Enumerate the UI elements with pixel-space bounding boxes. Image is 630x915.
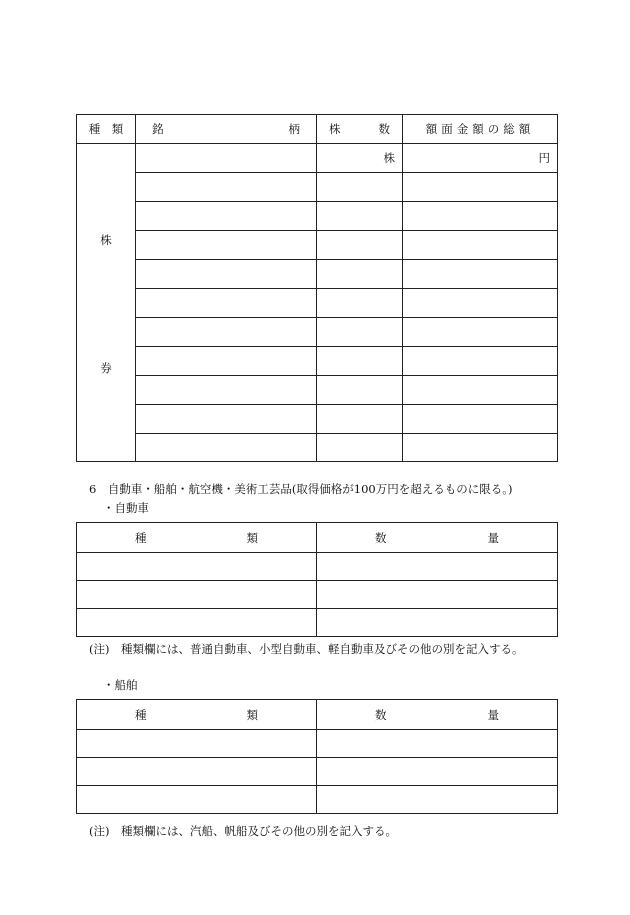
name-cell — [136, 144, 317, 173]
section6-heading: 6 自動車・船舶・航空機・美術工芸品(取得価格が100万円を超えるものに限る。) — [89, 482, 513, 496]
yen-unit-cell: 円 — [403, 144, 558, 173]
type-cell — [77, 144, 136, 462]
col-face-value-header: 額面金額の総額 — [403, 115, 558, 144]
table-row — [77, 173, 558, 202]
ship-header-row — [77, 700, 558, 730]
securities-table — [76, 114, 558, 462]
table-row — [77, 202, 558, 231]
table-row — [77, 434, 558, 462]
table-row — [77, 786, 558, 814]
ship-col-type-header: 種 類 — [77, 700, 317, 730]
table-row — [77, 730, 558, 758]
ship-table — [76, 699, 558, 814]
type-label-top: 株 — [100, 233, 112, 247]
table-row — [77, 231, 558, 260]
ship-note: (注) 種類欄には、汽船、帆船及びその他の別を記入する。 — [89, 824, 397, 838]
type-label-bottom: 券 — [100, 361, 112, 375]
securities-header-row — [77, 115, 558, 144]
car-header-row — [77, 523, 558, 553]
col-name-header: 銘 柄 — [136, 115, 317, 144]
table-row — [77, 609, 558, 637]
table-row — [77, 376, 558, 405]
ship-col-qty-header: 数 量 — [317, 700, 558, 730]
car-table — [76, 522, 558, 637]
car-col-type-header: 種 類 — [77, 523, 317, 553]
car-label: ・自動車 — [103, 501, 149, 515]
table-row — [77, 144, 558, 173]
table-row — [77, 260, 558, 289]
table-row — [77, 758, 558, 786]
ship-label: ・船舶 — [103, 678, 138, 692]
table-row — [77, 405, 558, 434]
car-col-qty-header: 数 量 — [317, 523, 558, 553]
table-row — [77, 553, 558, 581]
table-row — [77, 581, 558, 609]
table-row — [77, 318, 558, 347]
table-row — [77, 347, 558, 376]
col-shares-header: 株 数 — [317, 115, 403, 144]
car-note: (注) 種類欄には、普通自動車、小型自動車、軽自動車及びその他の別を記入する。 — [89, 642, 524, 656]
table-row — [77, 289, 558, 318]
shares-unit-cell: 株 — [317, 144, 403, 173]
col-type-header: 種 類 — [77, 115, 136, 144]
